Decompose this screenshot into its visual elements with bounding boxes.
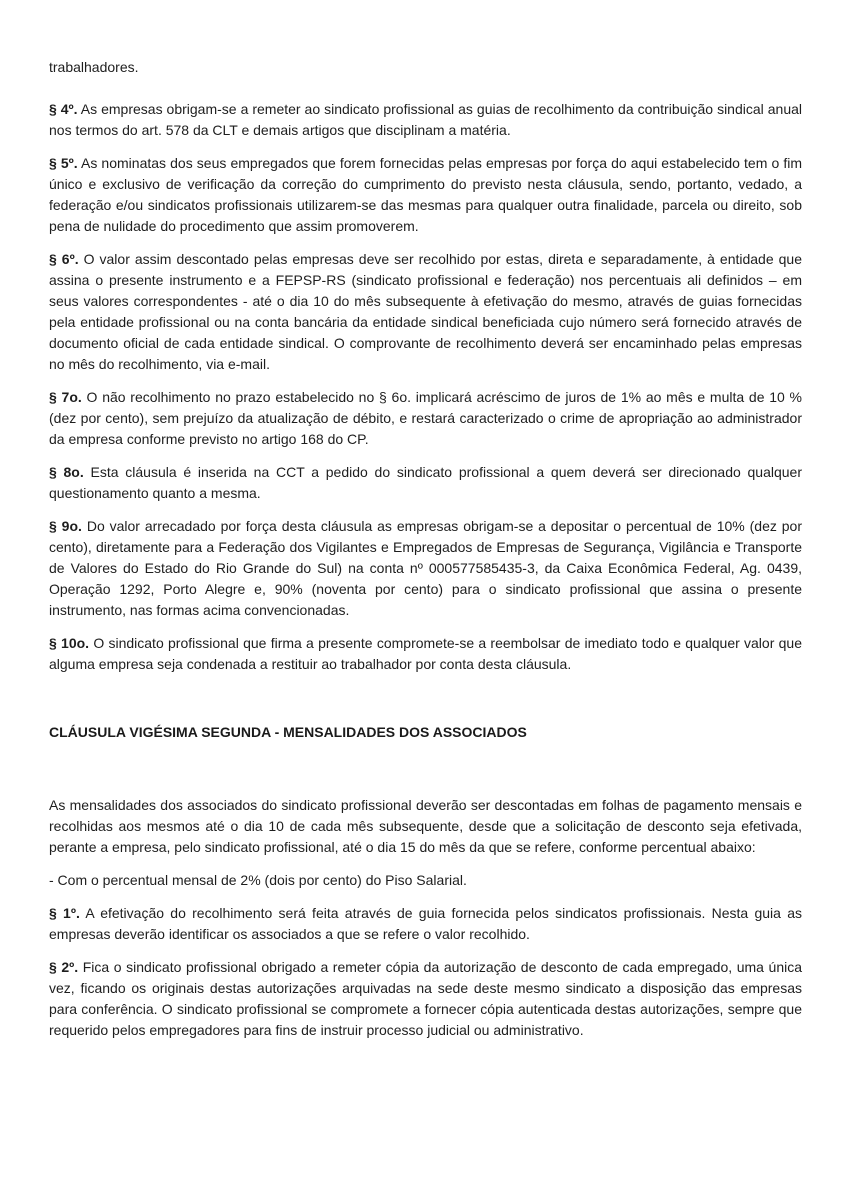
- clause-label-2: § 2º.: [49, 959, 79, 975]
- clause-label-8: § 8o.: [49, 464, 84, 480]
- intro-text: As mensalidades dos associados do sindicato profissional deverão ser descontadas em folhas de pagamento mensais e recolhidas aos mesmos até o dia 10 de cada mês subsequente, desde que a solicitação de desconto seja efetivada, perante a empresa, pelo sindicato profissional, até o dia 15 do mês da que se refere, conforme percentual abaixo:: [49, 797, 802, 855]
- clause-text-10: O sindicato profissional que firma a presente compromete-se a reembolsar de imediato todo e qualquer valor que alguma empresa seja condenada a restituir ao trabalhador por conta desta cláusula.: [49, 635, 802, 672]
- clause-label-1: § 1º.: [49, 905, 80, 921]
- clause-paragraph-10: [49, 633, 802, 675]
- clause-label-5: § 5º.: [49, 155, 78, 171]
- clause-label-10: § 10o.: [49, 635, 90, 651]
- clause-paragraph-6: [49, 249, 802, 375]
- paragraph-intro-mensalidades: [49, 795, 802, 858]
- clause-paragraph-2: [49, 957, 802, 1041]
- clause-text-7: O não recolhimento no prazo estabelecido no § 6o. implicará acréscimo de juros de 1% ao mês e multa de 10 % (dez por cento), sem prejuízo da atualização de débito, e restará caracterizado o crime de apropriação ao administrador da empresa conforme previsto no artigo 168 do CP.: [49, 389, 803, 447]
- clause-text-4: As empresas obrigam-se a remeter ao sindicato profissional as guias de recolhimento da contribuição sindical anual nos termos do art. 578 da CLT e demais artigos que disciplinam a matéria.: [49, 101, 802, 138]
- clause-label-7: § 7o.: [49, 389, 82, 405]
- clause-text-2: Fica o sindicato profissional obrigado a remeter cópia da autorização de desconto de cada empregado, uma única vez, ficando os originais destas autorizações arquivadas na sede deste mesmo sindicato a disposição das empresas para conferência. O sindicato profissional se compromete a fornecer cópia autenticada destas autorizações, sempre que requerido pelos empregadores para fins de instruir processo judicial ou administrativo.: [49, 959, 803, 1038]
- clause-text-9: Do valor arrecadado por força desta cláusula as empresas obrigam-se a depositar o percentual de 10% (dez por cento), diretamente para a Federação dos Vigilantes e Empregados de Empresas de Segurança, Vigilância e Transporte de Valores do Estado do Rio Grande do Sul) na conta nº 000577585435-3, da Caixa Econômica Federal, Ag. 0439, Operação 1292, Porto Alegre e, 90% (noventa por cento) para o sindicato profissional que assina o presente instrumento, nas formas acima convencionadas.: [49, 518, 803, 618]
- clause-paragraph-8: [49, 462, 802, 504]
- list-item-percentual-mensal: [49, 870, 802, 891]
- clause-paragraph-5: [49, 153, 802, 237]
- clause-paragraph-4: [49, 99, 802, 141]
- clause-text-1: A efetivação do recolhimento será feita através de guia fornecida pelos sindicatos profissionais. Nesta guia as empresas deverão identificar os associados a que se refere o valor recolhido.: [49, 905, 803, 942]
- paragraph-text: trabalhadores.: [49, 59, 139, 75]
- clause-paragraph-9: [49, 516, 802, 621]
- clause-label-4: § 4º.: [49, 101, 78, 117]
- paragraph-fragment-trabalhadores: [49, 57, 802, 78]
- clause-text-6: O valor assim descontado pelas empresas deve ser recolhido por estas, direta e separadamente, à entidade que assina o presente instrumento e a FEPSP-RS (sindicato profissional e federação) nos percentuais ali definidos – em seus valores correspondentes - até o dia 10 do mês subsequente à efetivação do mesmo, através de guias fornecidas pela entidade profissional ou na conta bancária da entidade sindical beneficiada cujo número será fornecido através de documento oficial de cada entidade sindical. O comprovante de recolhimento deverá ser encaminhado pelas empresas no mês do recolhimento, via e-mail.: [49, 251, 802, 372]
- clause-label-6: § 6º.: [49, 251, 79, 267]
- clause-label-9: § 9o.: [49, 518, 82, 534]
- clause-22-heading: [49, 722, 802, 743]
- clause-paragraph-7: [49, 387, 802, 450]
- clause-text-5: As nominatas dos seus empregados que forem fornecidas pelas empresas por força do aqui estabelecido tem o fim único e exclusivo de verificação da correção do cumprimento do previsto nesta cláusula, sendo, portanto, vedado, a federação e/ou sindicatos profissionais utilizarem-se das mesmas para qualquer outra finalidade, parcela ou direito, sob pena de nulidade do procedimento que assim promoverem.: [49, 155, 802, 234]
- clause-22-heading-text: CLÁUSULA VIGÉSIMA SEGUNDA - MENSALIDADES DOS ASSOCIADOS: [49, 724, 527, 740]
- clause-paragraph-1: [49, 903, 802, 945]
- list-item-text: - Com o percentual mensal de 2% (dois por cento) do Piso Salarial.: [49, 872, 467, 888]
- clause-text-8: Esta cláusula é inserida na CCT a pedido do sindicato profissional a quem deverá ser direcionado qualquer questionamento quanto a mesma.: [49, 464, 803, 501]
